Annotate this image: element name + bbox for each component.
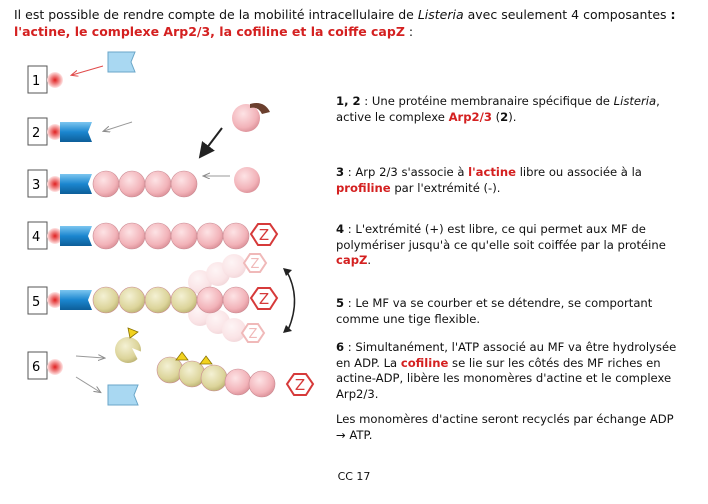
svg-text:Z: Z — [258, 290, 270, 308]
note-number: 5 — [336, 296, 345, 310]
step-number: 4 — [32, 230, 41, 245]
note-text: ). — [508, 109, 517, 124]
actin-filament — [93, 287, 249, 313]
step-2 — [28, 103, 270, 157]
actin-subunit — [145, 223, 171, 249]
binding-arrow — [104, 122, 132, 131]
flex-arrow-head-up — [283, 268, 292, 276]
capz-cap — [287, 374, 313, 395]
release-arrow — [76, 377, 100, 392]
note-text: . — [367, 253, 372, 267]
cofilin — [176, 352, 188, 360]
note-highlight: capZ — [336, 253, 368, 267]
release-arrow — [76, 356, 104, 358]
actin-subunit — [249, 371, 275, 397]
capz-letter: Z — [258, 226, 270, 244]
step-6 — [28, 328, 313, 405]
actin-subunit — [93, 287, 119, 313]
actin-subunit — [197, 287, 223, 313]
actin-subunit — [93, 223, 119, 249]
addition-arrow — [200, 128, 222, 157]
flex-arrow — [286, 270, 295, 330]
step-number: 5 — [32, 295, 41, 310]
note-text: se lie sur les côtés des MF riches en actine-ADP, libère les monomères d'actine et le complexe Arp2/3. — [336, 355, 672, 401]
intro-text-part: avec seulement 4 composantes — [463, 7, 671, 22]
note-number: 1, 2 — [336, 94, 361, 108]
actin-subunit — [197, 223, 223, 249]
actin-filament — [93, 171, 197, 197]
actin-subunit — [223, 223, 249, 249]
listeria-protein-dot — [47, 359, 63, 375]
filament-bent-up-ghost — [188, 254, 266, 294]
capz-cap — [251, 224, 277, 245]
note-number: 4 — [336, 222, 345, 236]
actin-monomer — [232, 104, 260, 132]
note-text: libre ou associée à la — [516, 165, 642, 179]
svg-text:Z: Z — [248, 327, 258, 342]
actin-subunit — [145, 287, 171, 313]
note-text: par l'extrémité (-). — [390, 180, 501, 195]
svg-text:Z: Z — [294, 376, 306, 394]
note-italic: Listeria — [613, 94, 657, 108]
arp23-complex — [60, 122, 92, 142]
note-3 — [336, 165, 686, 196]
note-number: 6 — [336, 340, 345, 354]
note-text: : Simultanément, l'ATP associé au MF va être hydrolysée en ADP. La — [336, 340, 677, 370]
actin-subunit — [225, 369, 251, 395]
actin-subunit — [171, 171, 197, 197]
step-number: 2 — [32, 126, 41, 141]
note-text: ( — [491, 109, 501, 124]
actin-subunit — [179, 361, 205, 387]
actin-monomer — [234, 167, 260, 193]
intro-components: l'actine, le complexe Arp2/3, la cofiline et la coiffe capZ — [14, 24, 405, 39]
note-text: : Le MF va se courber et se détendre, se comportant comme une tige flexible. — [336, 296, 653, 326]
step-1 — [28, 52, 135, 93]
actin-subunit — [119, 223, 145, 249]
actin-filament — [93, 223, 249, 249]
arp23-complex-released — [108, 385, 138, 405]
actin-subunit — [223, 287, 249, 313]
flex-arrow-head-down — [283, 325, 292, 333]
footer-label: CC 17 — [337, 470, 371, 483]
actin-subunit — [145, 171, 171, 197]
actin-filament-disassembling — [157, 357, 275, 397]
intro-text-part: Il est possible de rendre compte de la mobilité intracellulaire de — [14, 7, 418, 22]
step-4 — [28, 222, 277, 249]
note-highlight: cofiline — [400, 355, 449, 370]
arp23-complex — [60, 174, 92, 194]
actin-subunit — [119, 287, 145, 313]
note-text: : Une protéine membranaire spécifique de — [360, 94, 614, 108]
note-highlight: Arp2/3 — [448, 109, 492, 124]
actin-subunit — [93, 171, 119, 197]
note-number: 3 — [336, 165, 345, 179]
actin-subunit — [171, 223, 197, 249]
intro-italic: Listeria — [417, 7, 464, 22]
note-5 — [336, 296, 686, 327]
actin-subunit — [201, 365, 227, 391]
note-1-2 — [336, 94, 686, 125]
note-highlight: l'actine — [468, 165, 517, 179]
note-6 — [336, 340, 686, 402]
step-number: 6 — [32, 360, 41, 375]
intro-colon: : — [670, 7, 676, 22]
note-text: Les monomères d'actine seront recyclés par échange ADP → ATP. — [336, 412, 674, 442]
note-bold: 2 — [500, 109, 509, 124]
step-5 — [28, 254, 295, 342]
arp23-complex — [60, 226, 92, 246]
note-7 — [336, 412, 686, 443]
arp23-complex-inactive — [108, 52, 135, 72]
activation-arrow — [72, 66, 103, 75]
actin-subunit — [119, 171, 145, 197]
listeria-protein-dot — [47, 72, 63, 88]
actin-subunit — [157, 357, 183, 383]
note-text: , active le complexe — [336, 94, 660, 124]
intro-text-part: : — [404, 24, 414, 39]
step-number: 1 — [32, 74, 41, 89]
step-number: 3 — [32, 178, 41, 193]
arp23-complex — [60, 290, 92, 310]
actin-subunit — [171, 287, 197, 313]
capz-cap — [251, 288, 277, 309]
note-text: : Arp 2/3 s'associe à — [344, 165, 469, 179]
step-3 — [28, 167, 260, 197]
note-text: : L'extrémité (+) est libre, ce qui permet aux MF de polymériser jusqu'à ce qu'elle soit coiffée par la protéine — [336, 222, 666, 252]
note-highlight: profiline — [336, 180, 391, 195]
cofilin — [200, 356, 212, 364]
adp-actin-monomer — [115, 337, 141, 363]
cofilin — [128, 328, 138, 338]
note-4 — [336, 222, 686, 269]
svg-text:Z: Z — [250, 257, 260, 272]
